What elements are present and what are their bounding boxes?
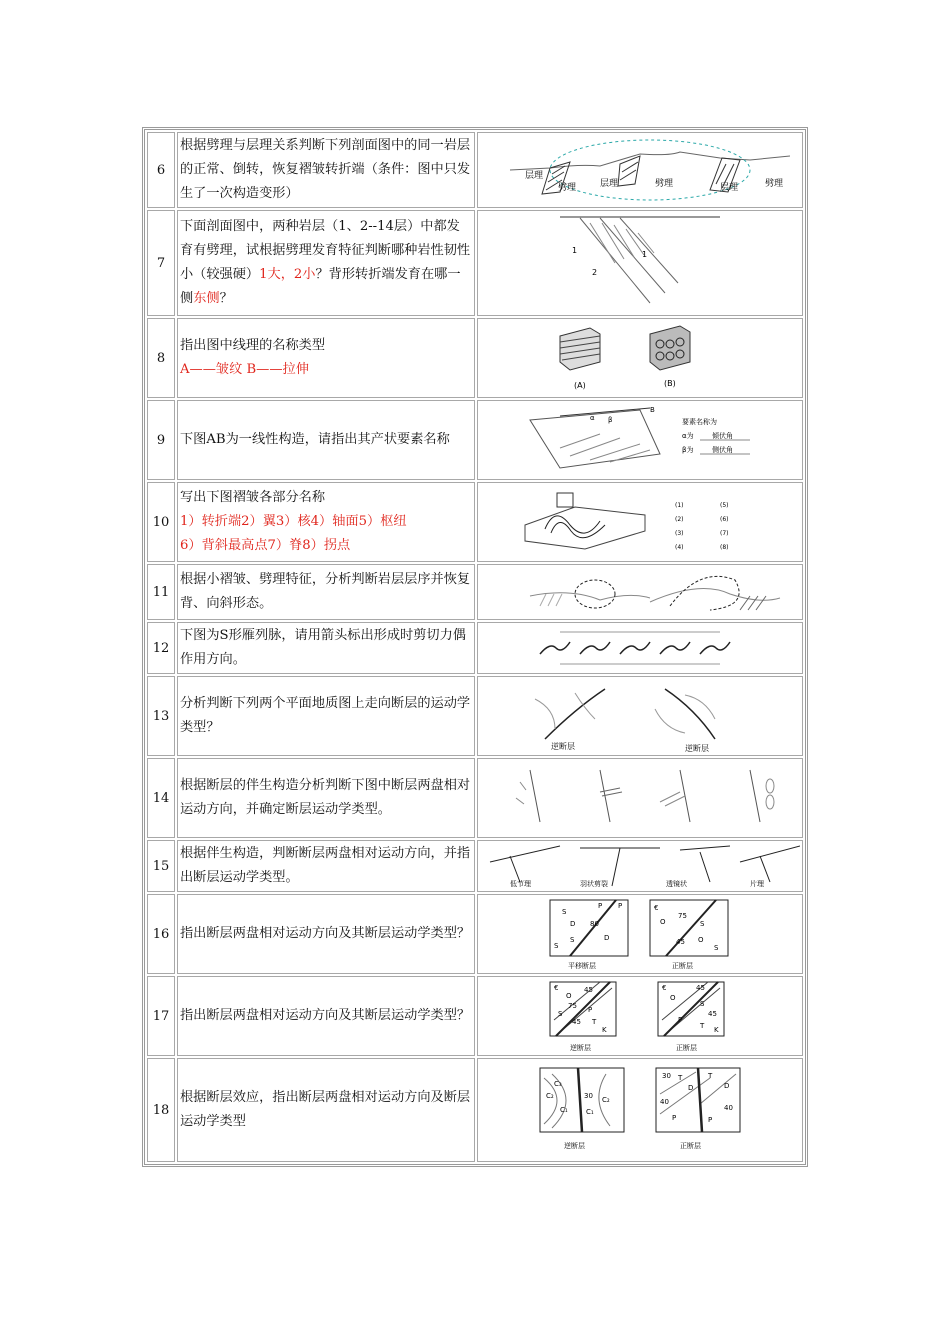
question-line: 指出图中线理的名称类型	[180, 338, 326, 353]
figure-cell	[477, 622, 803, 674]
fig-label: 30	[662, 1072, 671, 1080]
fig-label: S	[558, 1010, 563, 1018]
fig-label: S	[700, 1000, 705, 1008]
fig-label: C₁	[586, 1108, 594, 1116]
cleavage-layers-figure	[560, 213, 720, 313]
fig-caption: 平移断层	[568, 962, 596, 970]
row-number: 6	[147, 132, 175, 208]
fig-label: C₂	[602, 1096, 610, 1104]
fig-label: 45	[584, 986, 593, 994]
fig-caption: 正断层	[676, 1044, 697, 1052]
row-number: 7	[147, 210, 175, 316]
fig-label: (B)	[664, 379, 676, 388]
row-number: 16	[147, 894, 175, 974]
fault-effect-maps-figure	[530, 1064, 750, 1156]
row-number: 15	[147, 840, 175, 892]
question-text: 下图AB为一线性构造，请指出其产状要素名称	[177, 400, 475, 480]
fold-parts-figure	[515, 485, 765, 559]
fig-label: D	[570, 920, 576, 928]
figure-cell	[477, 676, 803, 756]
figure-cell	[477, 482, 803, 562]
fig-label: C₁	[560, 1106, 568, 1114]
small-folds-figure	[490, 566, 790, 618]
fig-label: β	[608, 416, 613, 424]
figure-cell	[477, 400, 803, 480]
fig-label: S	[554, 942, 559, 950]
question-text	[177, 210, 475, 316]
answer-text: A——皱纹 B——拉伸	[180, 362, 309, 377]
question-text: 分析判断下列两个平面地质图上走向断层的运动学类型？	[177, 676, 475, 756]
fig-label: 层理	[720, 183, 739, 193]
figure-cell	[477, 1058, 803, 1162]
fig-caption: 逆断层	[685, 744, 709, 753]
fig-label: 1	[572, 246, 578, 255]
fig-caption: 片理	[750, 880, 764, 888]
table-row	[147, 622, 803, 674]
fig-label: P	[598, 902, 603, 910]
fig-label: (4)	[675, 544, 684, 551]
fig-label: 劈理	[558, 183, 577, 193]
lineation-blocks-figure	[550, 322, 730, 394]
fig-label: T	[708, 1072, 713, 1080]
fig-label: D	[724, 1082, 730, 1090]
fault-map-pair-figure	[540, 896, 740, 972]
table-row	[147, 976, 803, 1056]
fig-label: 45	[696, 984, 705, 992]
fig-label: S	[570, 936, 575, 944]
row-number: 10	[147, 482, 175, 562]
question-line: 写出下图褶皱各部分名称	[180, 490, 326, 505]
s-shaped-veins-figure	[530, 624, 750, 672]
fault-associated-structures-figure	[490, 762, 790, 834]
table-row	[147, 758, 803, 838]
fig-caption: 低节理	[510, 880, 531, 888]
fig-label: €	[654, 904, 659, 912]
question-text: 根据伴生构造，判断断层两盘相对运动方向，并指出断层运动学类型。	[177, 840, 475, 892]
question-text: 根据断层的伴生构造分析判断下图中断层两盘相对运动方向，并确定断层运动学类型。	[177, 758, 475, 838]
fig-label: S	[700, 920, 705, 928]
table-row	[147, 400, 803, 480]
row-number: 8	[147, 318, 175, 398]
fig-label: 75	[568, 1002, 577, 1010]
exercise-table-frame	[142, 127, 808, 1167]
fig-caption: 逆断层	[551, 742, 575, 751]
fig-caption: 正断层	[672, 962, 693, 970]
fig-label: (2)	[675, 516, 684, 523]
fig-label: P	[672, 1114, 677, 1122]
row-number: 14	[147, 758, 175, 838]
fig-label: €	[554, 984, 559, 992]
answer-text: 1大，2小	[259, 267, 316, 282]
fig-label: S	[562, 908, 567, 916]
fig-label: 1	[642, 250, 648, 259]
row-number: 9	[147, 400, 175, 480]
fig-label: P	[618, 902, 623, 910]
question-text: 指出断层两盘相对运动方向及其断层运动学类型？	[177, 894, 475, 974]
figure-cell	[477, 894, 803, 974]
fault-map-pair-figure	[540, 978, 740, 1054]
fig-label: S	[714, 944, 719, 952]
question-prefix: 下面剖面图中，两种岩层（1、2--14层）中都发育有劈理，试根据劈理发育特征判断哪种岩性韧性小（较强硬）	[180, 219, 471, 282]
row-number: 11	[147, 564, 175, 620]
question-mid: ？背形转折端发育在哪一侧	[180, 267, 461, 306]
fig-label: O	[660, 918, 666, 926]
figure-cell	[477, 564, 803, 620]
fault-accompanying-structures-figure	[480, 842, 800, 890]
question-text	[177, 482, 475, 562]
fig-label: K	[602, 1026, 607, 1034]
answer-text: 东侧	[193, 291, 220, 306]
table-row	[147, 564, 803, 620]
linear-structure-figure	[500, 404, 780, 476]
row-number: 13	[147, 676, 175, 756]
question-text: 根据小褶皱、劈理特征，分析判断岩层层序并恢复背、向斜形态。	[177, 564, 475, 620]
table-row	[147, 676, 803, 756]
fig-label: (7)	[720, 530, 729, 537]
fig-label: 40	[724, 1104, 733, 1112]
fig-label: 层理	[525, 171, 544, 181]
fig-label: K	[714, 1026, 719, 1034]
fig-label: T	[678, 1074, 683, 1082]
fig-label: 45	[676, 938, 685, 946]
figure-cell	[477, 318, 803, 398]
fig-label: B	[650, 406, 655, 414]
fig-label: 劈理	[655, 179, 674, 189]
answer-text: 1）转折端2）翼3）核4）轴面5）枢纽	[180, 514, 407, 529]
fig-label: α为	[682, 432, 694, 440]
table-row	[147, 894, 803, 974]
fig-label: (3)	[675, 530, 684, 537]
table-row	[147, 132, 803, 208]
exercise-table	[145, 130, 805, 1164]
question-text: 下图为S形雁列脉，请用箭头标出形成时剪切力偶作用方向。	[177, 622, 475, 674]
row-number: 12	[147, 622, 175, 674]
figure-cell	[477, 210, 803, 316]
fig-label: 要素名称为	[682, 418, 717, 426]
fig-label: D	[688, 1084, 694, 1092]
table-row	[147, 840, 803, 892]
strike-fault-maps-figure	[515, 679, 765, 753]
fig-caption: 羽状剪裂	[580, 880, 608, 888]
question-text: 根据劈理与层理关系判断下列剖面图中的同一岩层的正常、倒转，恢复褶皱转折端（条件：图中只发生了一次构造变形）	[177, 132, 475, 208]
table-row	[147, 210, 803, 316]
fig-label: 30	[584, 1092, 593, 1100]
question-suffix: ？	[219, 291, 233, 306]
figure-cell	[477, 976, 803, 1056]
fig-label: 层理	[600, 179, 619, 189]
fig-caption: 正断层	[680, 1142, 701, 1150]
fig-label: T	[592, 1018, 597, 1026]
fig-label: 80	[590, 920, 599, 928]
table-row	[147, 318, 803, 398]
fig-label: C₂	[546, 1092, 554, 1100]
table-row	[147, 1058, 803, 1162]
row-number: 17	[147, 976, 175, 1056]
fig-label: O	[670, 994, 676, 1002]
fig-label: 45	[708, 1010, 717, 1018]
fig-label: (5)	[720, 502, 729, 509]
fig-label: (A)	[574, 381, 586, 390]
fig-label: 2	[592, 268, 598, 277]
figure-cell	[477, 840, 803, 892]
fig-label: C₃	[554, 1080, 562, 1088]
fig-label: 45	[572, 1018, 581, 1026]
fig-label: O	[698, 936, 704, 944]
fig-label: D	[604, 934, 610, 942]
figure-cell	[477, 132, 803, 208]
question-text: 指出断层两盘相对运动方向及其断层运动学类型？	[177, 976, 475, 1056]
fig-label: 倾伏角	[712, 432, 733, 440]
fig-label: 40	[660, 1098, 669, 1106]
fig-label: O	[566, 992, 572, 1000]
question-text: 根据断层效应，指出断层两盘相对运动方向及断层运动学类型	[177, 1058, 475, 1162]
fig-label: P	[678, 1016, 683, 1024]
answer-text: 6）背斜最高点7）脊8）拐点	[180, 538, 351, 553]
fig-label: (6)	[720, 516, 729, 523]
fig-label: 劈理	[765, 179, 784, 189]
fig-label: (8)	[720, 544, 729, 551]
fig-label: (1)	[675, 502, 684, 509]
figure-cell	[477, 758, 803, 838]
row-number: 18	[147, 1058, 175, 1162]
fig-label: P	[708, 1116, 713, 1124]
fig-caption: 透镜状	[666, 880, 687, 888]
fig-label: €	[662, 984, 667, 992]
table-row	[147, 482, 803, 562]
fig-caption: 逆断层	[570, 1044, 591, 1052]
fig-label: T	[700, 1022, 705, 1030]
fig-label: α	[590, 414, 595, 422]
question-text	[177, 318, 475, 398]
cleavage-cross-section-figure	[490, 134, 790, 206]
fig-label: 侧伏角	[712, 446, 733, 454]
fig-label: β为	[682, 446, 694, 454]
fig-label: P	[588, 1006, 593, 1014]
fig-caption: 逆断层	[564, 1142, 585, 1150]
fig-label: 75	[678, 912, 687, 920]
